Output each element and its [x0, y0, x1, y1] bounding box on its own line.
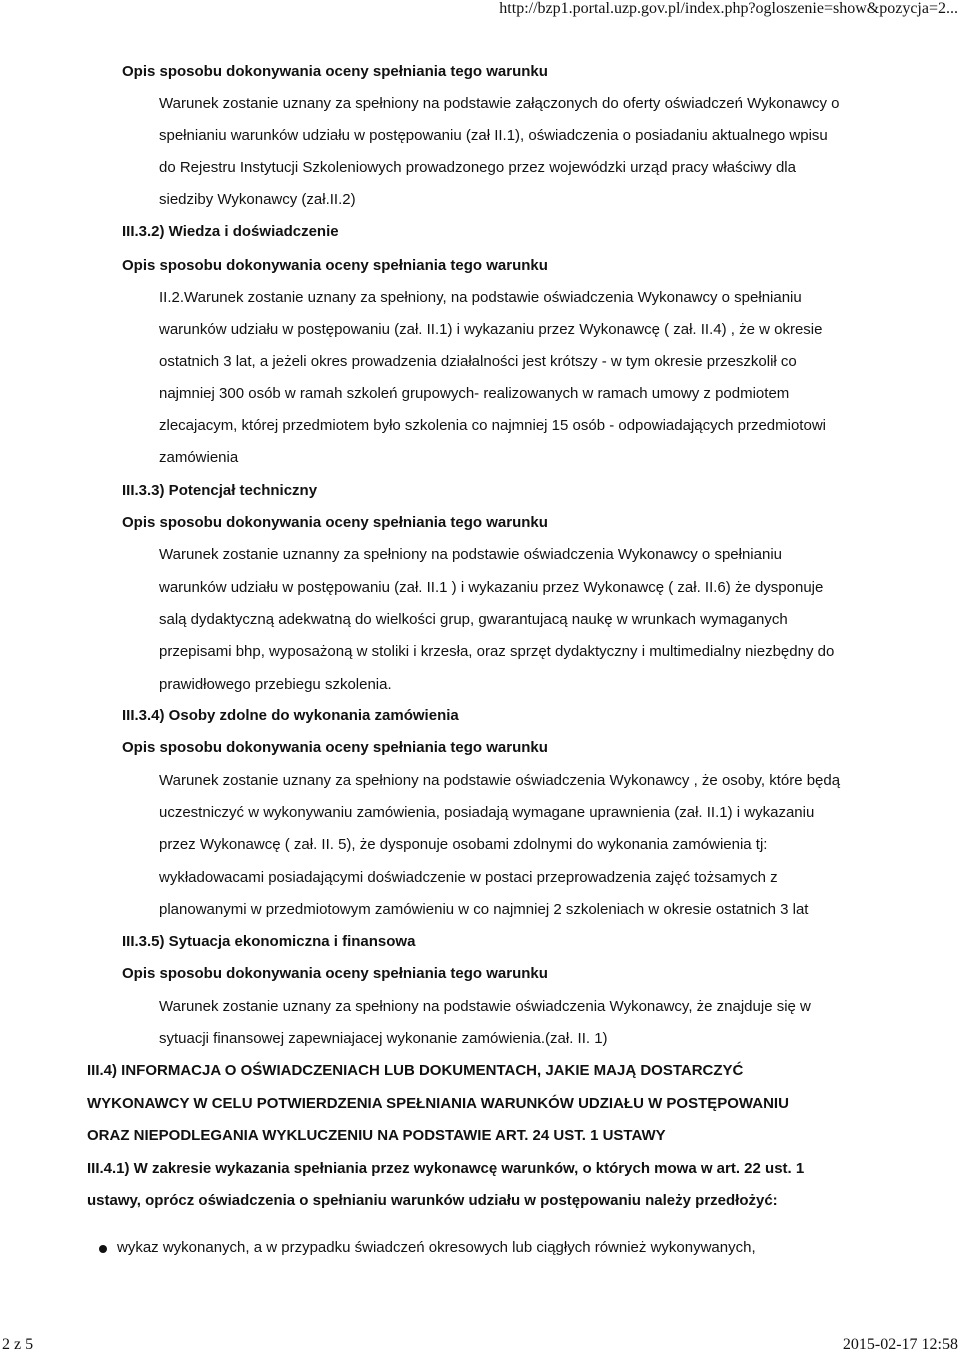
- page-number: 2 z 5: [2, 1336, 34, 1353]
- subsection-heading: III.4.1) W zakresie wykazania spełniania przez wykonawcę warunków, o których mowa w art. 22 ust. 1: [87, 1160, 805, 1177]
- paragraph-line: salą dydaktyczną adekwatną do wielkości grup, gwarantujacą naukę w wrunkach wymaganych: [159, 611, 788, 628]
- list-item: wykaz wykonanych, a w przypadku świadczeń okresowych lub ciągłych również wykonywanych,: [117, 1239, 756, 1256]
- evaluation-heading: Opis sposobu dokonywania oceny spełniania tego warunku: [122, 257, 548, 274]
- subsection-heading: ustawy, oprócz oświadczenia o spełnianiu warunków udziału w postępowaniu należy przedłożyć:: [87, 1192, 778, 1209]
- paragraph-line: przez Wykonawcę ( zał. II. 5), że dysponuje osobami zdolnymi do wykonania zamówienia tj:: [159, 836, 768, 853]
- paragraph-line: siedziby Wykonawcy (zał.II.2): [159, 191, 356, 208]
- section-heading: III.4) INFORMACJA O OŚWIADCZENIACH LUB DOKUMENTACH, JAKIE MAJĄ DOSTARCZYĆ: [87, 1062, 744, 1079]
- section-heading: ORAZ NIEPODLEGANIA WYKLUCZENIU NA PODSTAWIE ART. 24 UST. 1 USTAWY: [87, 1127, 666, 1144]
- paragraph-line: ostatnich 3 lat, a jeżeli okres prowadzenia działalności jest krótszy - w tym okresie przeszkolił co: [159, 353, 797, 370]
- paragraph-line: przepisami bhp, wyposażoną w stoliki i krzesła, oraz sprzęt dydaktyczny i multimedialny niezbędny do: [159, 643, 835, 660]
- section-heading: WYKONAWCY W CELU POTWIERDZENIA SPEŁNIANIA WARUNKÓW UDZIAŁU W POSTĘPOWANIU: [87, 1095, 789, 1112]
- paragraph-line: uczestniczyć w wykonywaniu zamówienia, posiadają wymagane uprawnienia (zał. II.1) i wykazaniu: [159, 804, 815, 821]
- paragraph-line: do Rejestru Instytucji Szkoleniowych prowadzonego przez wojewódzki urząd pracy właściwy dla: [159, 159, 796, 176]
- evaluation-heading: Opis sposobu dokonywania oceny spełniania tego warunku: [122, 63, 548, 80]
- print-datetime: 2015-02-17 12:58: [842, 1336, 958, 1353]
- page-url: http://bzp1.portal.uzp.gov.pl/index.php?ogloszenie=show&pozycja=2...: [499, 0, 958, 17]
- section-heading: III.3.2) Wiedza i doświadczenie: [122, 223, 339, 240]
- paragraph-line: planowanymi w przedmiotowym zamówieniu w co najmniej 2 szkoleniach w okresie ostatnich 3 lat: [159, 901, 809, 918]
- paragraph-line: II.2.Warunek zostanie uznany za spełniony, na podstawie oświadczenia Wykonawcy o spełnianiu: [159, 289, 802, 306]
- paragraph-line: Warunek zostanie uznany za spełniony na podstawie oświadczenia Wykonawcy , że osoby, które będą: [159, 772, 841, 789]
- evaluation-heading: Opis sposobu dokonywania oceny spełniania tego warunku: [122, 965, 548, 982]
- paragraph-line: najmniej 300 osób w ramah szkoleń grupowych- realizowanych w ramach umowy z podmiotem: [159, 385, 790, 402]
- section-heading: III.3.5) Sytuacja ekonomiczna i finansowa: [122, 933, 416, 950]
- paragraph-line: sytuacji finansowej zapewniajacej wykonanie zamówienia.(zał. II. 1): [159, 1030, 608, 1047]
- paragraph-line: zlecajacym, której przedmiotem było szkolenia co najmniej 15 osób - odpowiadających przedmiotowi: [159, 417, 826, 434]
- paragraph-line: prawidłowego przebiegu szkolenia.: [159, 676, 392, 693]
- paragraph-line: wykładowacami posiadającymi doświadczenie w postaci przeprowadzenia zajęć tożsamych z: [159, 869, 778, 886]
- paragraph-line: warunków udziału w postępowaniu (zał. II.1 ) i wykazaniu przez Wykonawcę ( zał. II.6) że dysponuje: [159, 579, 824, 596]
- bullet-icon: [99, 1245, 107, 1253]
- section-heading: III.3.3) Potencjał techniczny: [122, 482, 318, 499]
- paragraph-line: Warunek zostanie uznany za spełniony na podstawie załączonych do oferty oświadczeń Wykonawcy o: [159, 95, 840, 112]
- paragraph-line: Warunek zostanie uznanny za spełniony na podstawie oświadczenia Wykonawcy o spełnianiu: [159, 546, 782, 563]
- evaluation-heading: Opis sposobu dokonywania oceny spełniania tego warunku: [122, 514, 548, 531]
- evaluation-heading: Opis sposobu dokonywania oceny spełniania tego warunku: [122, 739, 548, 756]
- paragraph-line: Warunek zostanie uznany za spełniony na podstawie oświadczenia Wykonawcy, że znajduje się w: [159, 998, 811, 1015]
- section-heading: III.3.4) Osoby zdolne do wykonania zamówienia: [122, 707, 459, 724]
- paragraph-line: warunków udziału w postępowaniu (zał. II.1) i wykazaniu przez Wykonawcę ( zał. II.4) , że w okresie: [159, 321, 823, 338]
- paragraph-line: spełnianiu warunków udziału w postępowaniu (zał II.1), oświadczenia o posiadaniu aktualnego wpisu: [159, 127, 828, 144]
- paragraph-line: zamówienia: [159, 449, 239, 466]
